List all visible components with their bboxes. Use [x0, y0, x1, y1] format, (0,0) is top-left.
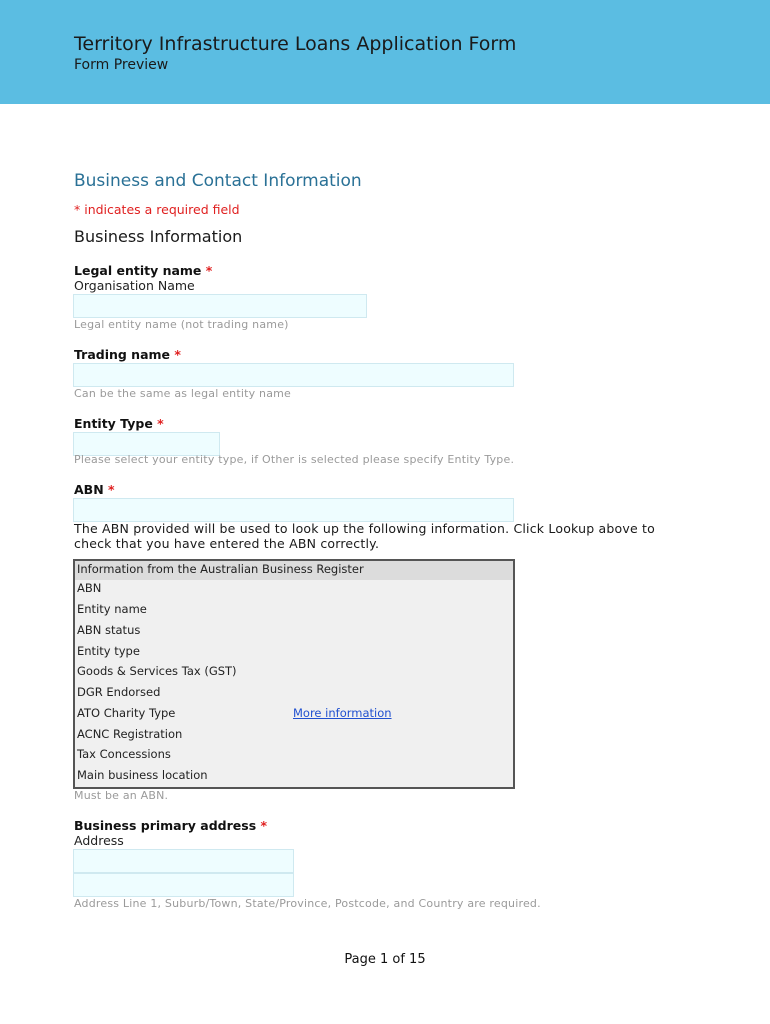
entity-type-help: Please select your entity type, if Other is selected please specify Entity Type.: [74, 453, 515, 466]
abr-information-panel: [73, 559, 515, 789]
trading-name-label: Trading name *: [74, 347, 181, 362]
required-field-note: * indicates a required field: [74, 202, 240, 217]
required-marker: *: [108, 482, 115, 497]
address-line-1-input[interactable]: [73, 849, 294, 873]
address-sublabel: Address: [74, 833, 124, 848]
entity-type-label: Entity Type *: [74, 416, 164, 431]
abr-row-dgr-endorsed: DGR Endorsed: [77, 685, 161, 699]
more-information-link[interactable]: More information: [293, 706, 392, 720]
address-help: Address Line 1, Suburb/Town, State/Province, Postcode, and Country are required.: [74, 897, 541, 910]
required-marker: *: [174, 347, 181, 362]
abr-row-abn: ABN: [77, 581, 102, 595]
abr-heading: Information from the Australian Business Register: [75, 561, 513, 580]
abr-row-ato-charity-type: ATO Charity Type: [77, 706, 176, 720]
subsection-title: Business Information: [74, 227, 243, 246]
abr-row-main-business-location: Main business location: [77, 768, 208, 782]
trading-name-input[interactable]: [73, 363, 514, 387]
form-title: Territory Infrastructure Loans Application Form: [74, 33, 517, 55]
trading-name-help: Can be the same as legal entity name: [74, 387, 292, 400]
page-number: Page 1 of 15: [344, 952, 426, 967]
abr-row-gst: Goods & Services Tax (GST): [77, 664, 237, 678]
form-subtitle: Form Preview: [74, 57, 169, 73]
required-marker: *: [205, 263, 213, 278]
abn-help: Must be an ABN.: [74, 789, 169, 802]
abr-row-entity-type: Entity type: [77, 644, 140, 658]
abn-label: ABN *: [74, 482, 115, 497]
abr-row-tax-concessions: Tax Concessions: [77, 747, 171, 761]
section-title: Business and Contact Information: [74, 171, 362, 191]
abr-row-entity-name: Entity name: [77, 602, 147, 616]
required-marker: *: [157, 416, 164, 431]
abr-row-abn-status: ABN status: [77, 623, 141, 637]
address-line-2-input[interactable]: [73, 873, 294, 897]
abn-input[interactable]: [73, 498, 514, 522]
legal-entity-name-input[interactable]: [73, 294, 367, 318]
legal-entity-name-help: Legal entity name (not trading name): [74, 318, 289, 331]
required-marker: *: [260, 818, 268, 833]
legal-entity-name-label: Legal entity name *: [74, 263, 213, 278]
abn-lookup-info: The ABN provided will be used to look up the following information. Click Lookup above to check that you have entered the ABN correctly.: [74, 521, 655, 551]
business-primary-address-label: Business primary address *: [74, 818, 268, 833]
organisation-name-sublabel: Organisation Name: [74, 278, 195, 293]
form-header: [0, 0, 770, 104]
abr-row-acnc-registration: ACNC Registration: [77, 727, 183, 741]
